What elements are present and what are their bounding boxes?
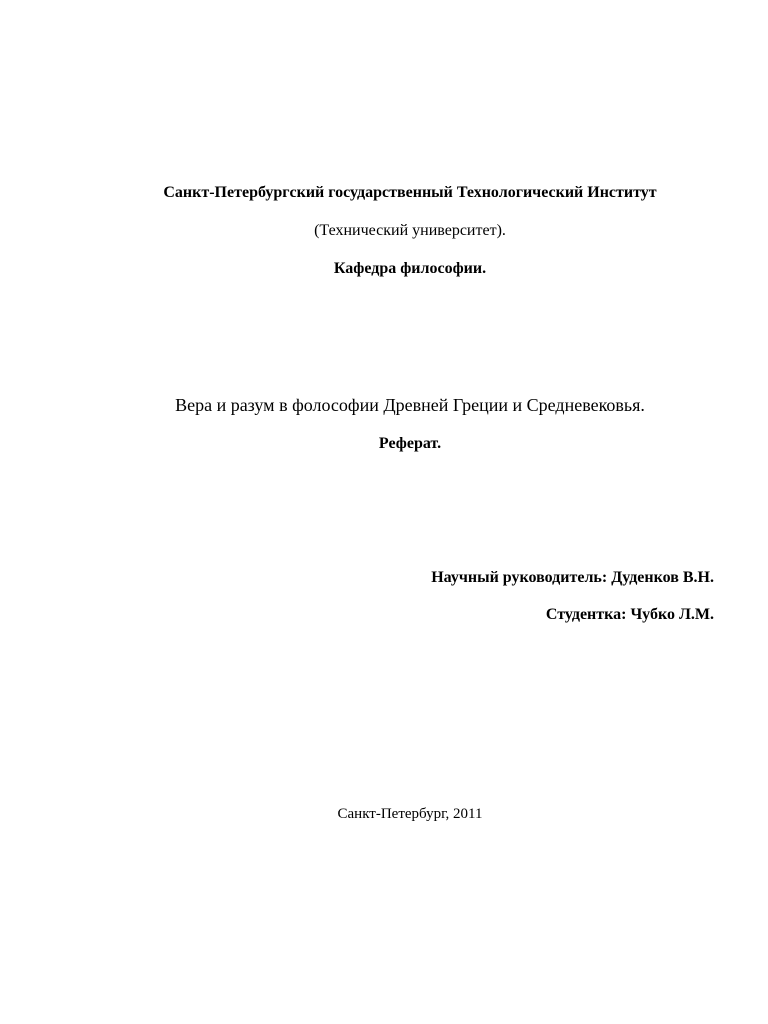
work-type: Реферат.	[378, 435, 442, 452]
student-line: Студентка: Чубко Л.М.	[545, 606, 714, 623]
institution-subtitle: (Технический университет).	[314, 222, 506, 239]
work-title: Вера и разум в фолософии Древней Греции и Средневековья.	[175, 395, 645, 415]
place-year: Санкт-Петербург, 2011	[337, 806, 483, 822]
department-name: Кафедра философии.	[333, 260, 487, 277]
supervisor-line: Научный руководитель: Дуденков В.Н.	[431, 569, 714, 586]
institution-name: Санкт-Петербургский государственный Технологический Институт	[163, 184, 657, 201]
